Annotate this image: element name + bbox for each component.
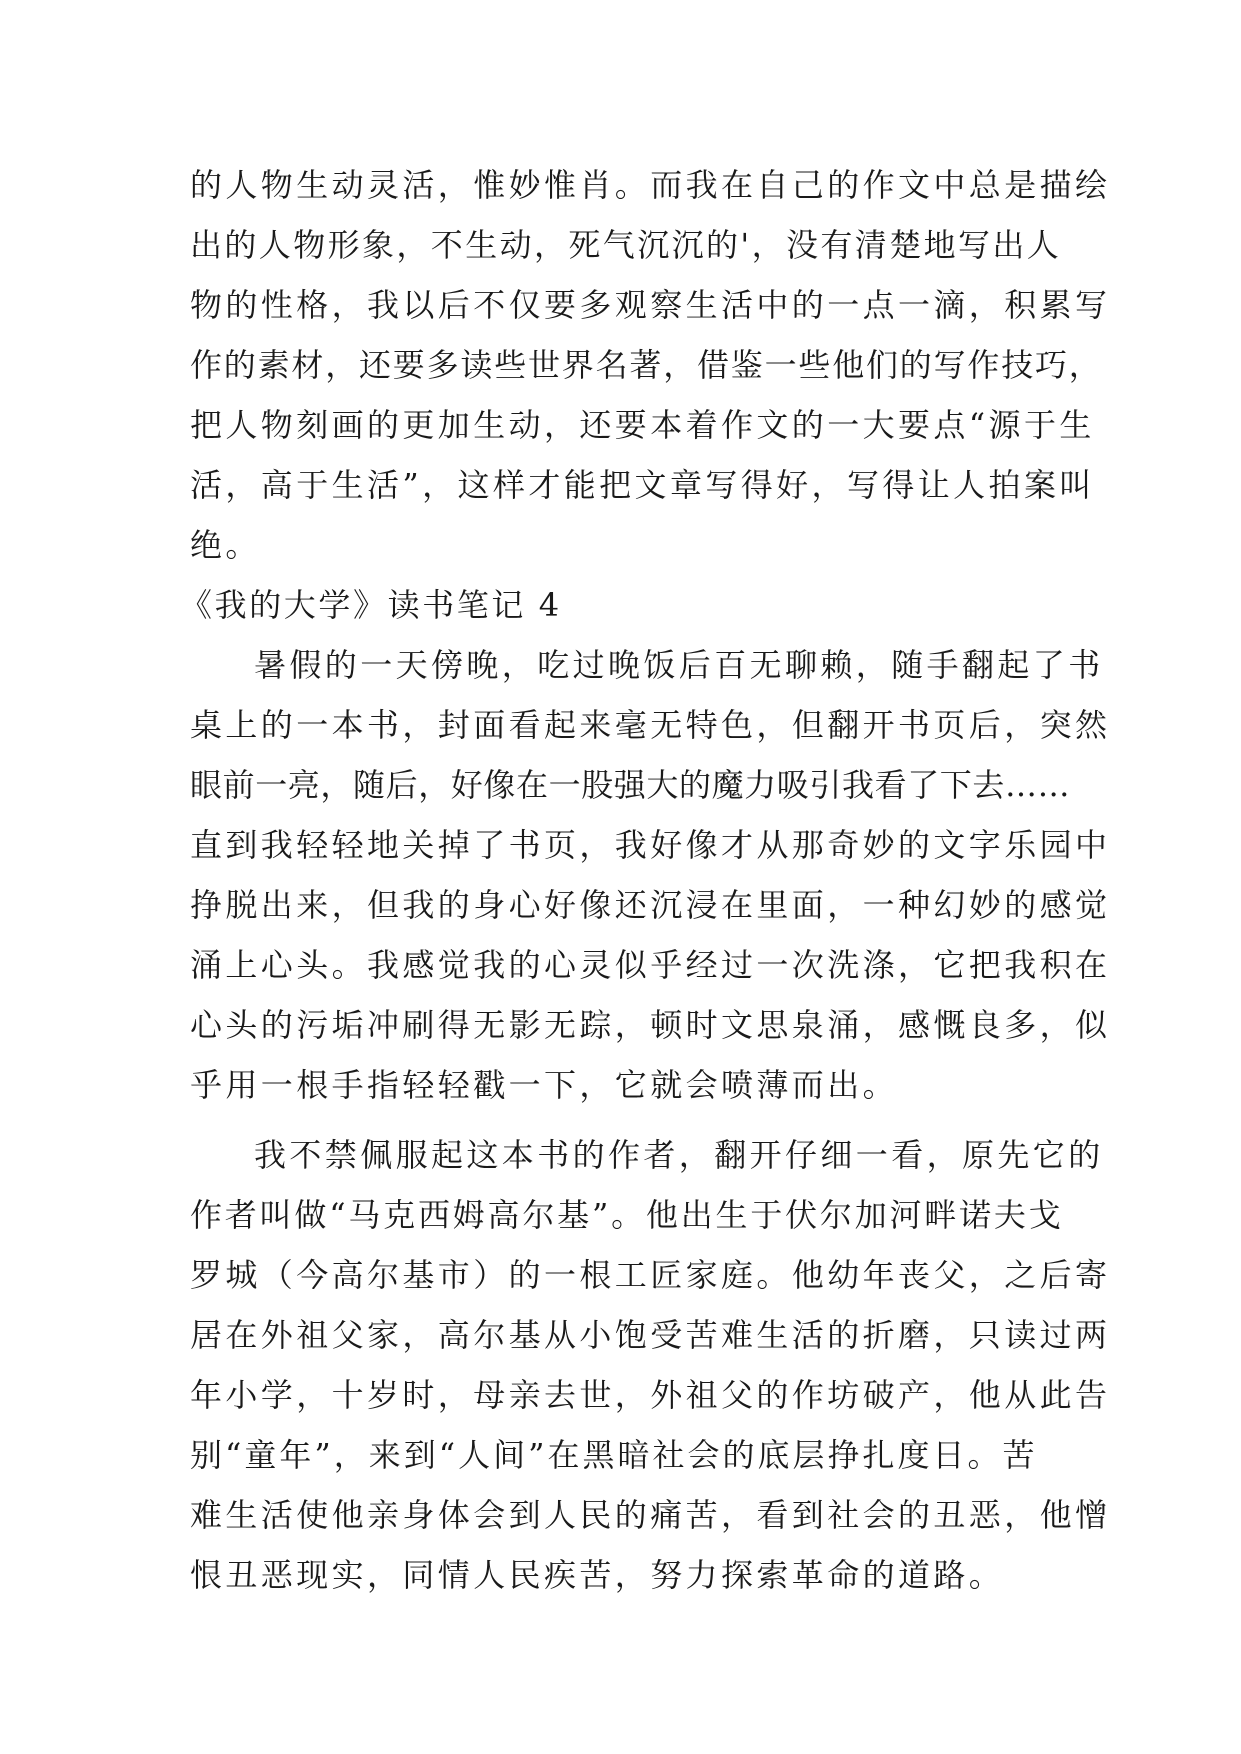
paragraph-2-line-5: 挣脱出来，但我的身心好像还沉浸在里面，一种幻妙的感觉 bbox=[190, 886, 1111, 924]
paragraph-3-line-4: 居在外祖父家，高尔基从小饱受苦难生活的折磨，只读过两 bbox=[190, 1316, 1111, 1354]
paragraph-3-line-6: 别“童年”，来到“人间”在黑暗社会的底层挣扎度日。苦 bbox=[190, 1436, 1038, 1474]
paragraph-1-line-5: 把人物刻画的更加生动，还要本着作文的一大要点“源于生 bbox=[190, 406, 1095, 444]
paragraph-2-line-2: 桌上的一本书，封面看起来毫无特色，但翻开书页后，突然 bbox=[190, 706, 1111, 744]
paragraph-2-line-4: 直到我轻轻地关掉了书页，我好像才从那奇妙的文字乐园中 bbox=[190, 826, 1111, 864]
paragraph-1-line-6: 活，高于生活”，这样才能把文章写得好，写得让人拍案叫 bbox=[190, 466, 1095, 504]
paragraph-3-line-3: 罗城（今高尔基市）的一根工匠家庭。他幼年丧父，之后寄 bbox=[190, 1256, 1111, 1294]
paragraph-3-line-1: 我不禁佩服起这本书的作者，翻开仔细一看，原先它的 bbox=[254, 1136, 1104, 1174]
paragraph-2-line-7: 心头的污垢冲刷得无影无踪，顿时文思泉涌，感慨良多，似 bbox=[190, 1006, 1111, 1044]
paragraph-3-line-5: 年小学，十岁时，母亲去世，外祖父的作坊破产，他从此告 bbox=[190, 1376, 1111, 1414]
paragraph-3-line-7: 难生活使他亲身体会到人民的痛苦，看到社会的丑恶，他憎 bbox=[190, 1496, 1111, 1534]
paragraph-2-line-3: 眼前一亮，随后，好像在一股强大的魔力吸引我看了下去…… bbox=[190, 766, 1071, 804]
paragraph-1-line-7: 绝。 bbox=[190, 526, 261, 564]
paragraph-1-line-4: 作的素材，还要多读些世界名著，借鉴一些他们的写作技巧， bbox=[190, 346, 1103, 384]
section-heading: 《我的大学》读书笔记 4 bbox=[180, 586, 562, 624]
paragraph-3-line-2: 作者叫做“马克西姆高尔基”。他出生于伏尔加河畔诺夫戈 bbox=[190, 1196, 1064, 1234]
paragraph-2-line-1: 暑假的一天傍晚，吃过晚饭后百无聊赖，随手翻起了书 bbox=[254, 646, 1104, 684]
paragraph-3-line-8: 恨丑恶现实，同情人民疾苦，努力探索革命的道路。 bbox=[190, 1556, 1005, 1594]
paragraph-1-line-2: 出的人物形象，不生动，死气沉沉的'，没有清楚地写出人 bbox=[190, 226, 1062, 264]
paragraph-1-line-3: 物的性格，我以后不仅要多观察生活中的一点一滴，积累写 bbox=[190, 286, 1111, 324]
paragraph-2-line-8: 乎用一根手指轻轻戳一下，它就会喷薄而出。 bbox=[190, 1066, 899, 1104]
paragraph-1-line-1: 的人物生动灵活，惟妙惟肖。而我在自己的作文中总是描绘 bbox=[190, 166, 1111, 204]
paragraph-2-line-6: 涌上心头。我感觉我的心灵似乎经过一次洗涤，它把我积在 bbox=[190, 946, 1111, 984]
